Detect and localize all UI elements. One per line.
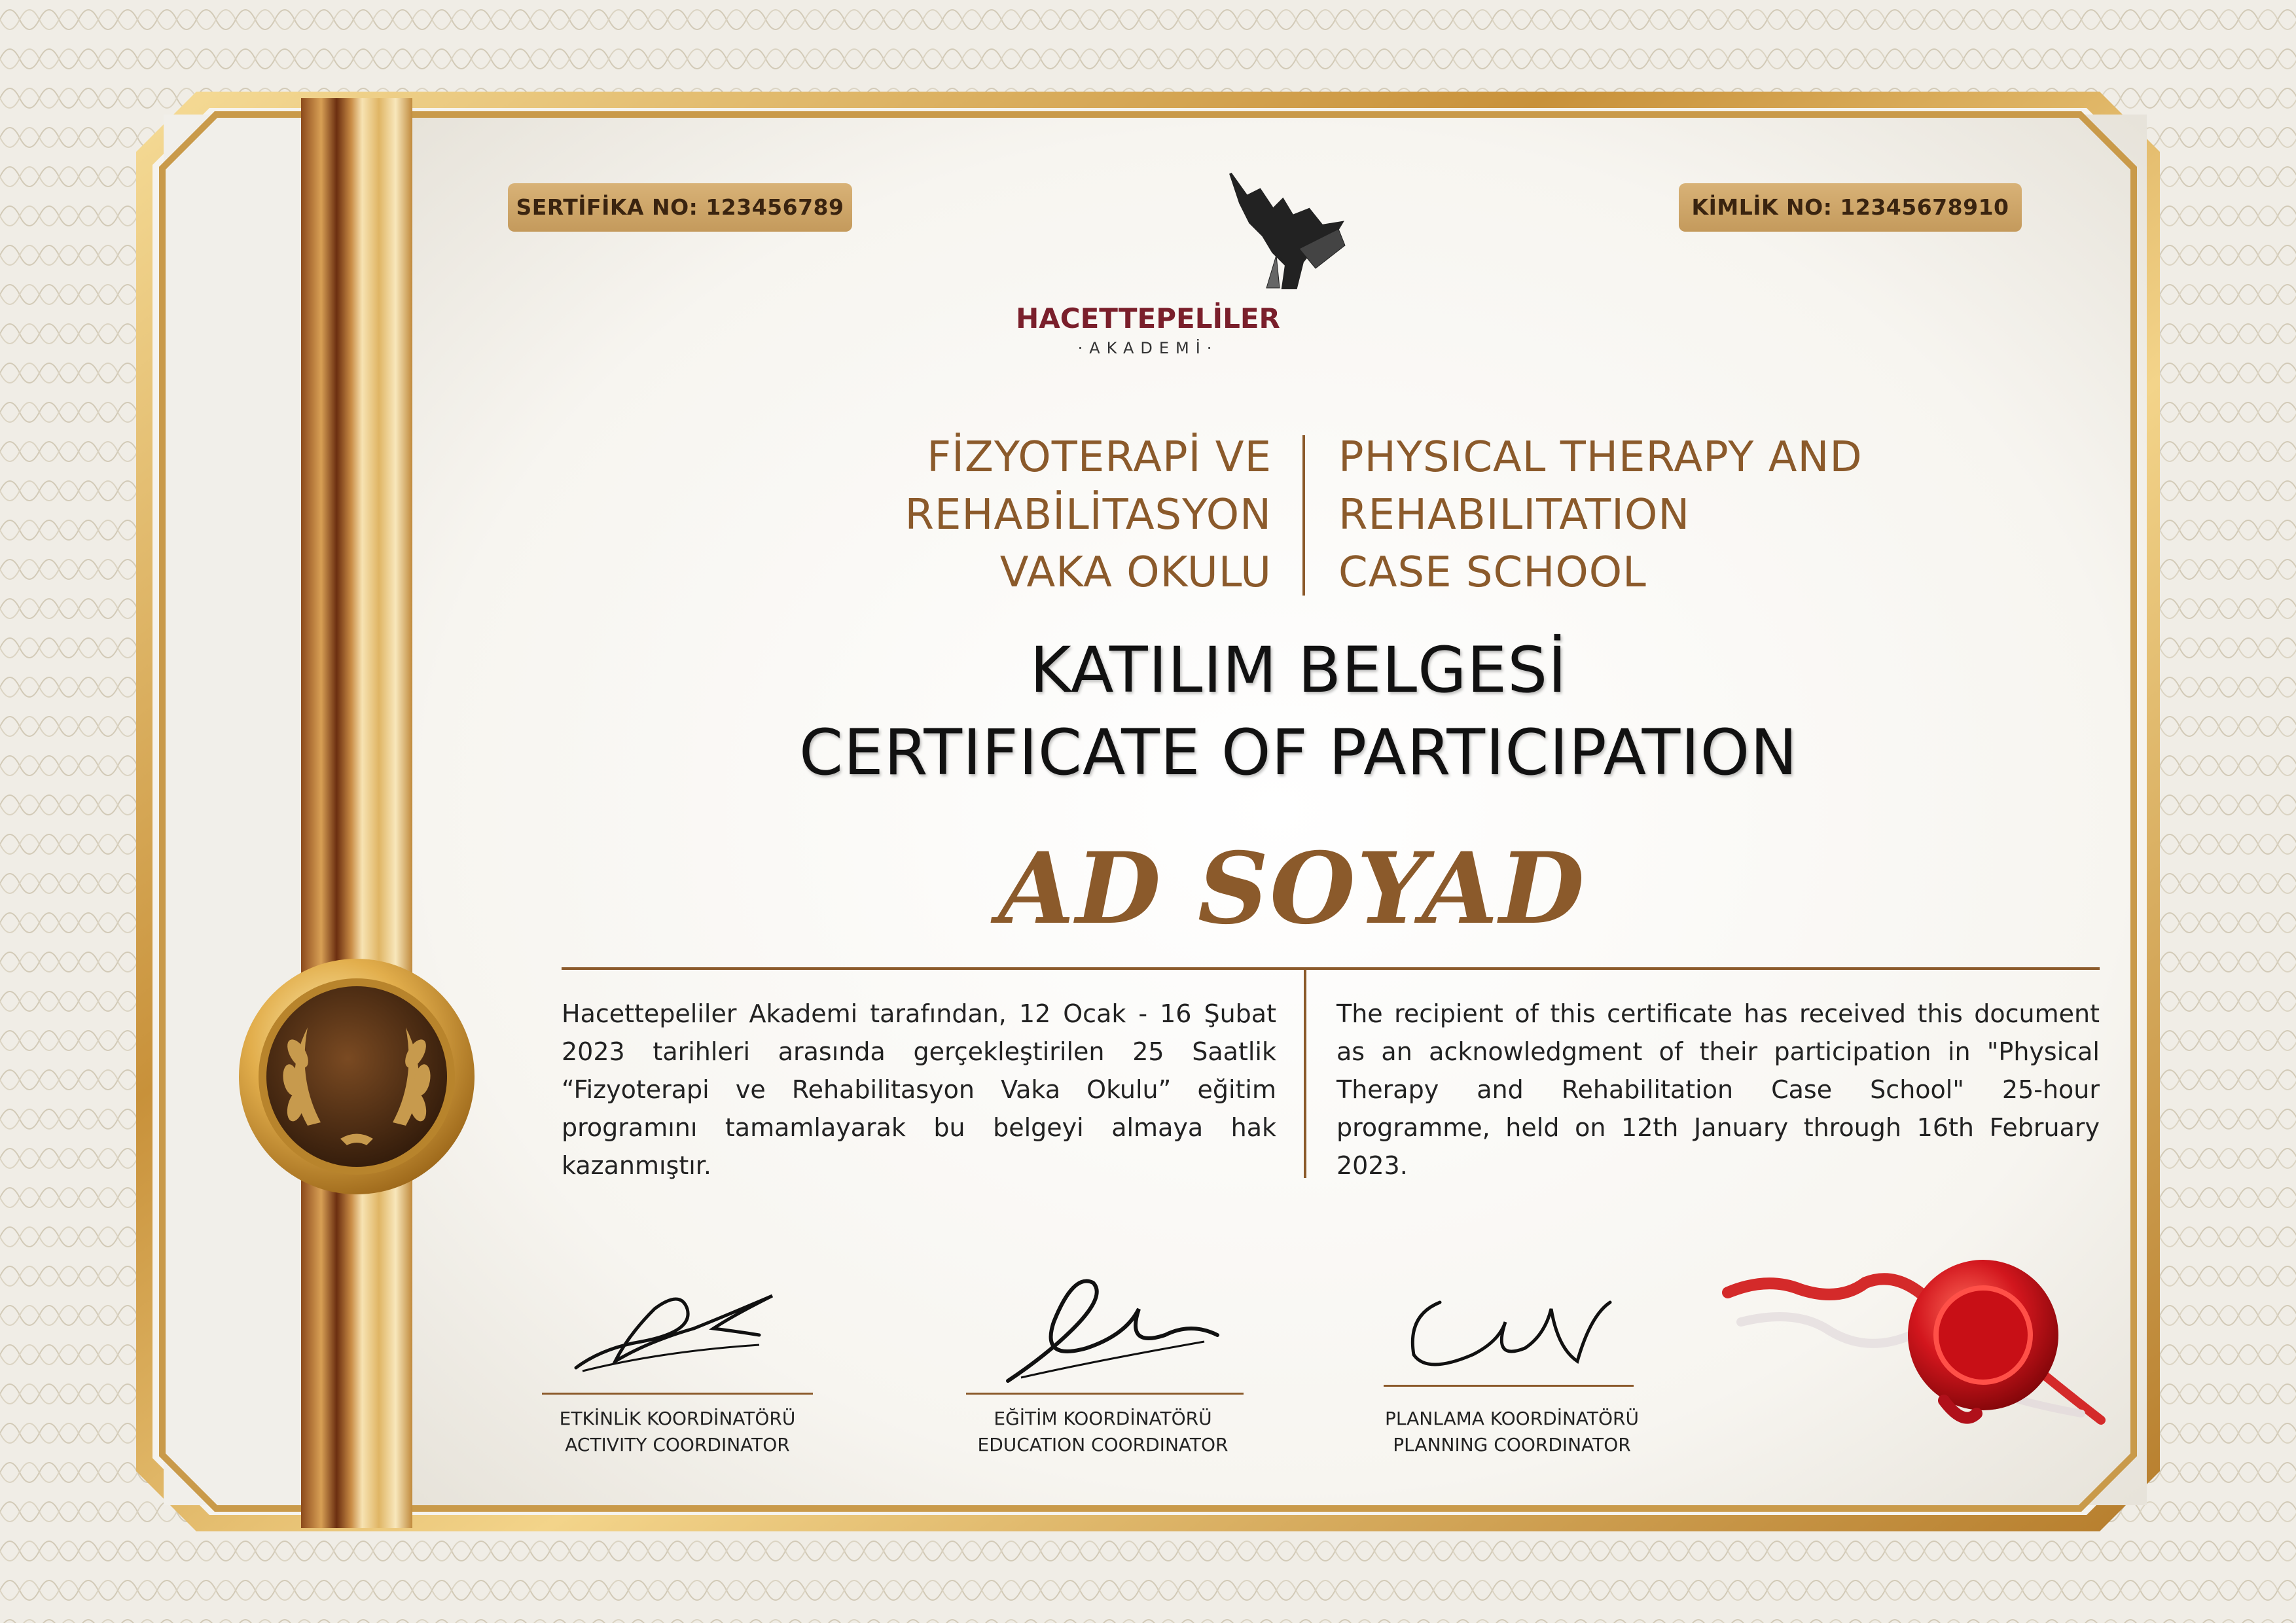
signatory-education [936,1406,1270,1458]
role-en: ACTIVITY COORDINATOR [565,1434,790,1455]
recipient-name: AD SOYAD [998,831,1586,946]
text-tr: Hacettepeliler Akademi tarafından, 12 Ocak - 16 Şubat 2023 tarihleri arasında gerçekleştirilen 25 Saatlik “Fizyoterapi ve Rehabilitasyon Vaka Okulu” eğitim programını tamamlayarak bu belgeyi almaya hak kazanmıştır. [562,999,1276,1180]
course-name-tr [905,429,1272,601]
course-tr-line: VAKA OKULU [999,548,1272,597]
participation-text-en [1336,995,2100,1185]
signature-activity [563,1270,798,1381]
course-en-line: CASE SCHOOL [1338,548,1647,597]
signature-planning [1394,1276,1630,1381]
identity-number-badge: KİMLİK NO: 12345678910 [1679,183,2022,232]
body-divider [1304,969,1306,1178]
gold-medal-seal [239,959,475,1194]
text-en: The recipient of this certificate has received this document as an acknowledgment of their participation in "Physical Therapy and Rehabilitation Case School" 25-hour programme, held on 12th January through 16th February 2023. [1336,999,2100,1180]
signatory-planning [1345,1406,1679,1458]
signature-line-planning [1384,1385,1634,1387]
signature-education [995,1270,1230,1387]
signature-line-activity [542,1393,813,1395]
body-rule [562,967,2100,970]
participation-text-tr [562,995,1276,1185]
role-tr: PLANLAMA KOORDİNATÖRÜ [1384,1408,1640,1429]
certificate-number-badge: SERTİFİKA NO: 123456789 [508,183,852,232]
course-divider [1302,435,1305,596]
course-en-line: PHYSICAL THERAPY AND [1338,433,1863,482]
course-tr-line: REHABİLİTASYON [905,491,1272,539]
signatory-activity [511,1406,844,1458]
title-en: CERTIFICATE OF PARTICIPATION [799,716,1798,789]
brand-subtitle: ·AKADEMİ· [1077,339,1219,357]
course-tr-line: FİZYOTERAPİ VE [927,433,1272,482]
role-en: EDUCATION COORDINATOR [977,1434,1229,1455]
title-tr: KATILIM BELGESİ [1030,633,1568,707]
role-en: PLANNING COORDINATOR [1393,1434,1631,1455]
role-tr: EĞİTİM KOORDİNATÖRÜ [994,1408,1212,1429]
wax-seal [1715,1230,2121,1440]
course-en-line: REHABILITATION [1338,491,1691,539]
role-tr: ETKİNLİK KOORDİNATÖRÜ [559,1408,796,1429]
course-name-en [1338,429,1863,601]
signature-line-education [966,1393,1244,1395]
brand-name: HACETTEPELİLER [1016,302,1280,334]
